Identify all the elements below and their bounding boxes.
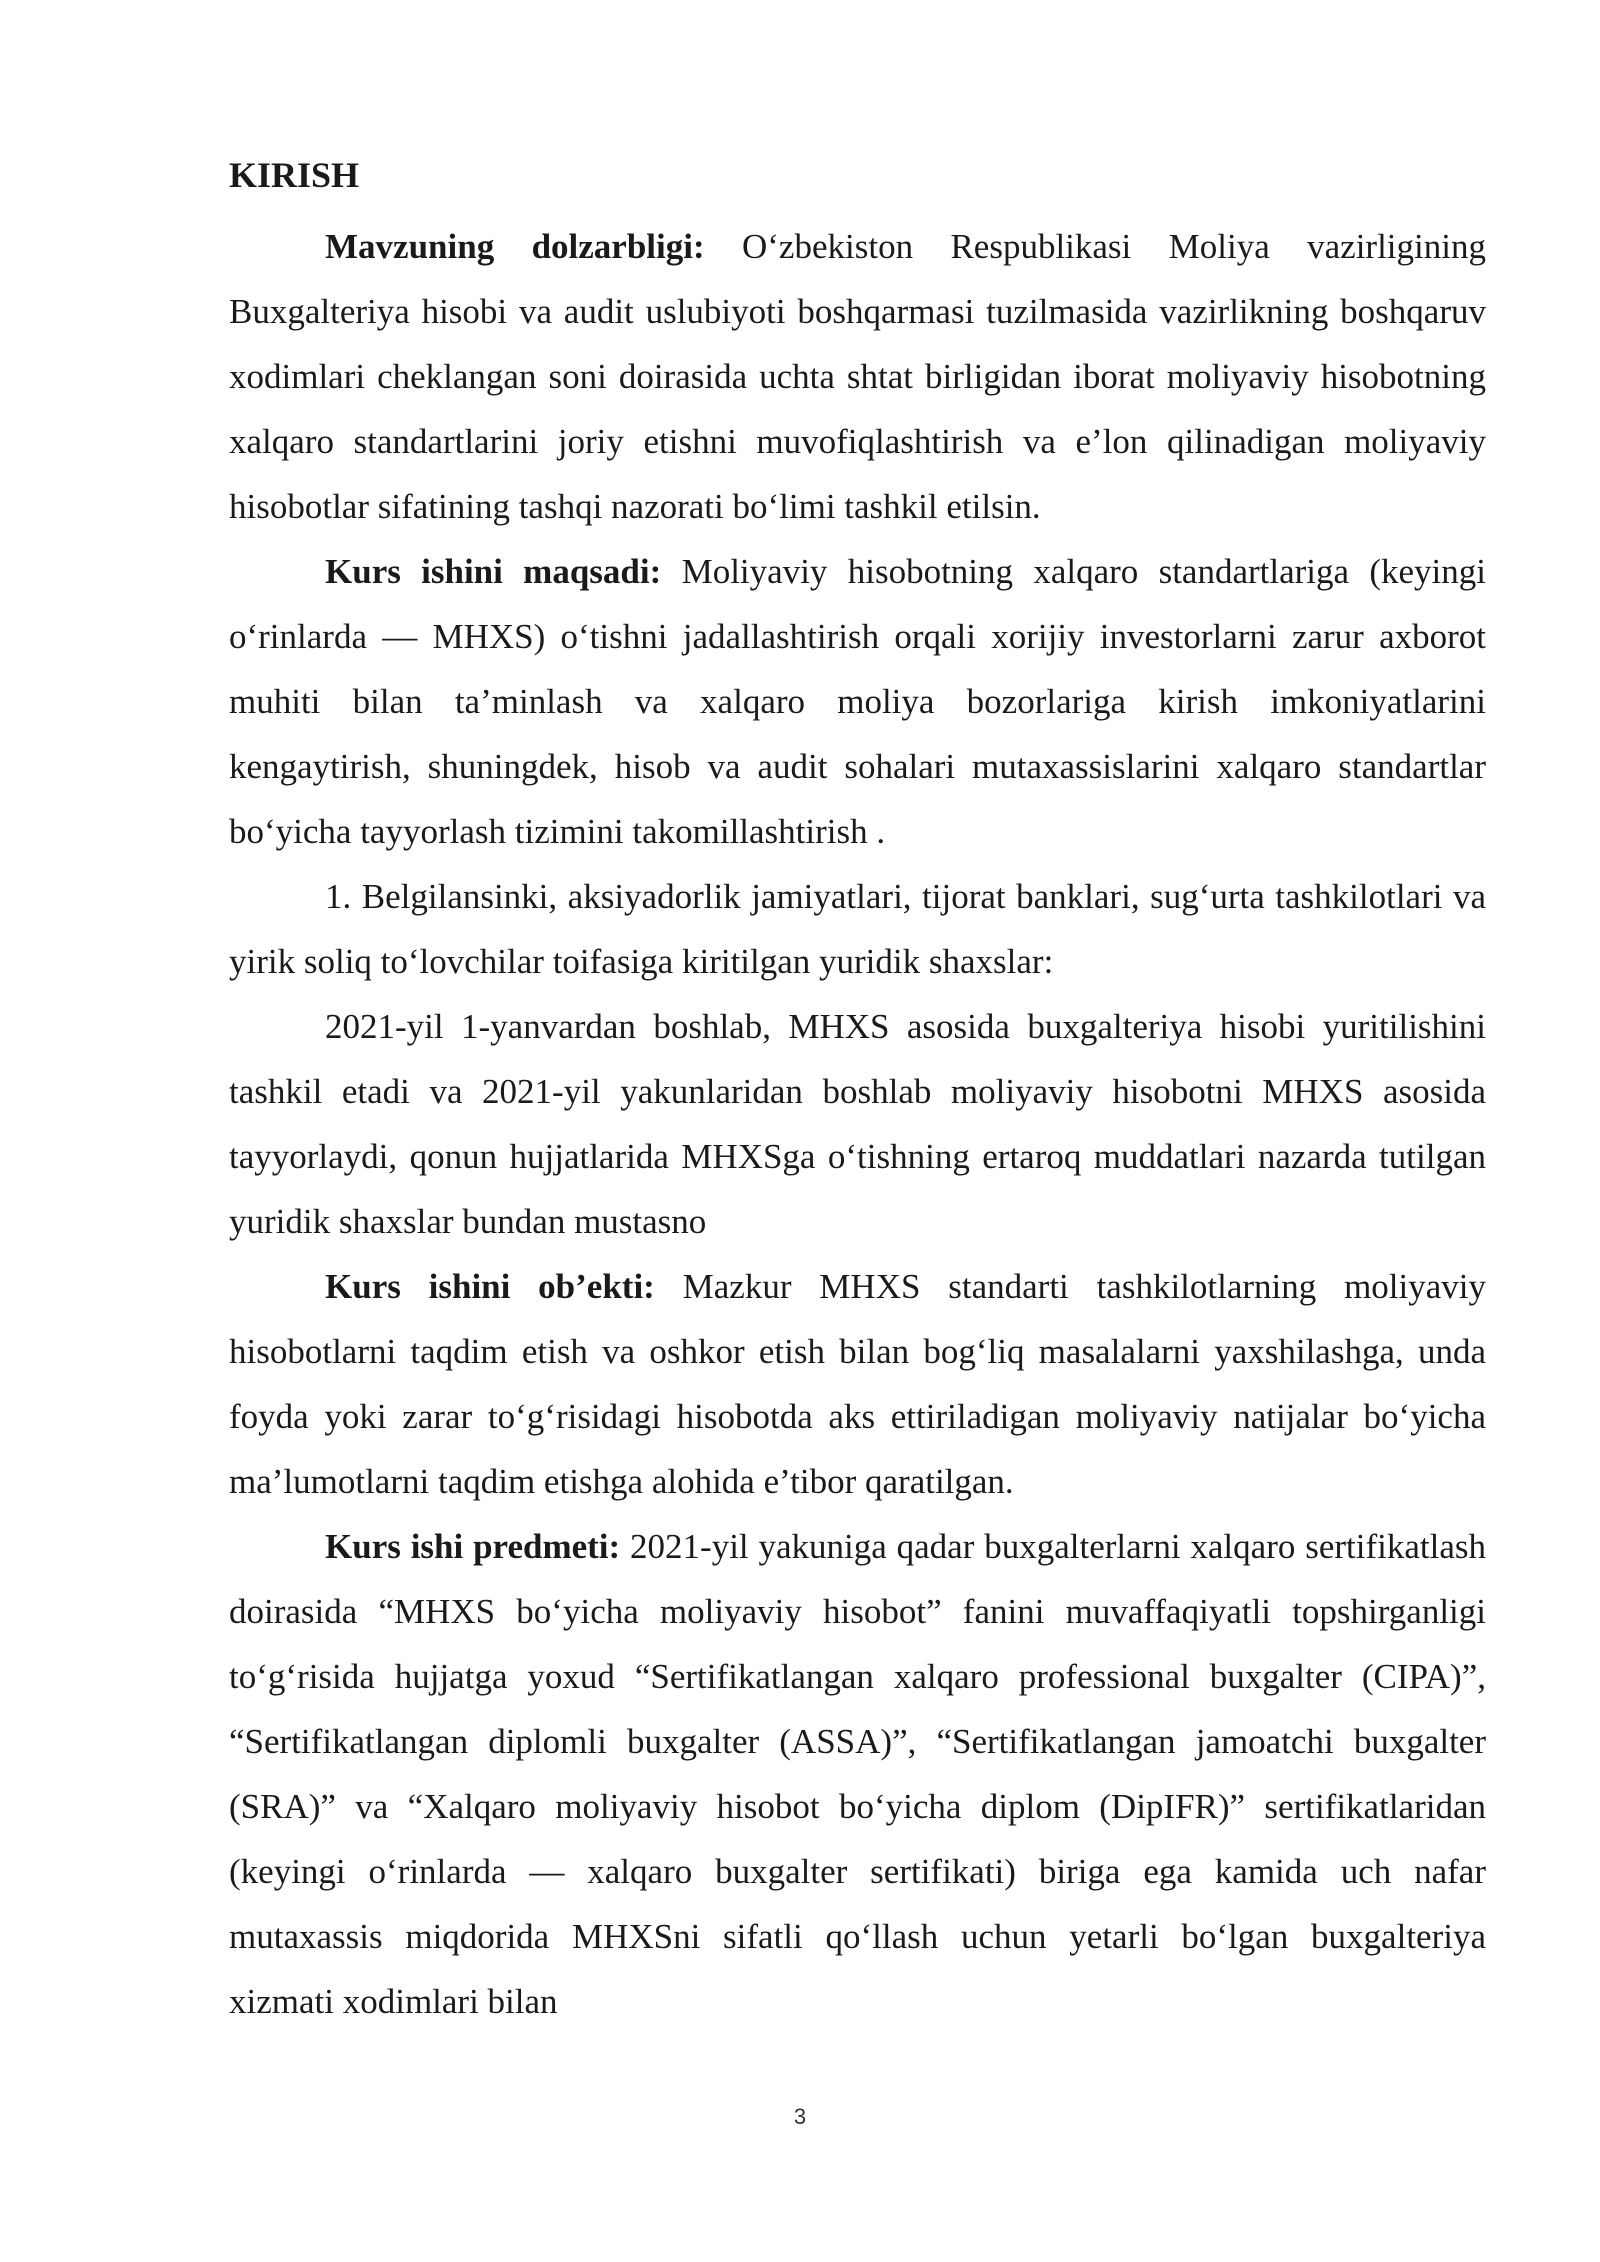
paragraph-relevance — [229, 214, 1486, 539]
paragraph-subject — [229, 1514, 1486, 2034]
paragraph-text: Mazkur MHXS standarti tashkilotlarning moliyaviy hisobotlarni taqdim etish va oshkor etish bilan bog‘liq masalalarni yaxshilashga, unda foyda yoki zarar to‘g‘risidagi hisobotda aks ettiriladigan moliyaviy natijalar bo‘yicha ma’lumotlarni taqdim etishga alohida e’tibor qaratilgan. — [229, 1267, 1486, 1501]
paragraph-lead: Kurs ishi predmeti: — [325, 1527, 621, 1566]
paragraph-text: Moliyaviy hisobotning xalqaro standartlariga (keyingi o‘rinlarda — MHXS) o‘tishni jadallashtirish orqali xorijiy investorlarni zarur axborot muhiti bilan ta’minlash va xalqaro moliya bozorlariga kirish imkoniyatlarini kengaytirish, shuningdek, hisob va audit sohalari mutaxassislarini xalqaro standartlar bo‘yicha tayyorlash tizimini takomillashtirish . — [229, 552, 1486, 851]
paragraph-text: 2021-yil yakuniga qadar buxgalterlarni xalqaro sertifikatlash doirasida “MHXS bo‘yicha moliyaviy hisobot” fanini muvaffaqiyatli topshirganligi to‘g‘risida hujjatga yoxud “Sertifikatlangan xalqaro professional buxgalter (CIPA)”, “Sertifikatlangan diplomli buxgalter (ASSA)”, “Sertifikatlangan jamoatchi buxgalter (SRA)” va “Xalqaro moliyaviy hisobot bo‘yicha diplom (DipIFR)” sertifikatlaridan (keyingi o‘rinlarda — xalqaro buxgalter sertifikati) biriga ega kamida uch nafar mutaxassis miqdorida MHXSni sifatli qo‘llash uchun yetarli bo‘lgan buxgalteriya xizmati xodimlari bilan — [229, 1527, 1486, 2021]
section-heading: KIRISH — [229, 155, 360, 195]
paragraph-object — [229, 1254, 1486, 1514]
paragraph-goal — [229, 539, 1486, 864]
page-number: 3 — [793, 2104, 807, 2129]
paragraph-lead: Kurs ishini ob’ekti: — [325, 1267, 655, 1306]
paragraph-lead: Mavzuning dolzarbligi: — [325, 227, 705, 266]
paragraph-text: 2021-yil 1-yanvardan boshlab, MHXS asosida buxgalteriya hisobi yuritilishini tashkil etadi va 2021-yil yakunlaridan boshlab moliyaviy hisobotni MHXS asosida tayyorlaydi, qonun hujjatlarida MHXSga o‘tishning ertaroq muddatlari nazarda tutilgan yuridik shaxslar bundan mustasno — [229, 1007, 1486, 1241]
paragraph-item-1 — [229, 864, 1486, 994]
paragraph-item-2021 — [229, 994, 1486, 1254]
document-page — [229, 148, 1486, 2034]
paragraph-lead: Kurs ishini maqsadi: — [325, 552, 662, 591]
paragraph-text: 1. Belgilansinki, aksiyadorlik jamiyatlari, tijorat banklari, sug‘urta tashkilotlari va yirik soliq to‘lovchilar toifasiga kiritilgan yuridik shaxslar: — [229, 877, 1486, 981]
paragraph-text: O‘zbekiston Respublikasi Moliya vazirligining Buxgalteriya hisobi va audit uslubiyoti boshqarmasi tuzilmasida vazirlikning boshqaruv xodimlari cheklangan soni doirasida uchta shtat birligidan iborat moliyaviy hisobotning xalqaro standartlarini joriy etishni muvofiqlashtirish va e’lon qilinadigan moliyaviy hisobotlar sifatining tashqi nazorati bo‘limi tashkil etilsin. — [229, 227, 1486, 526]
